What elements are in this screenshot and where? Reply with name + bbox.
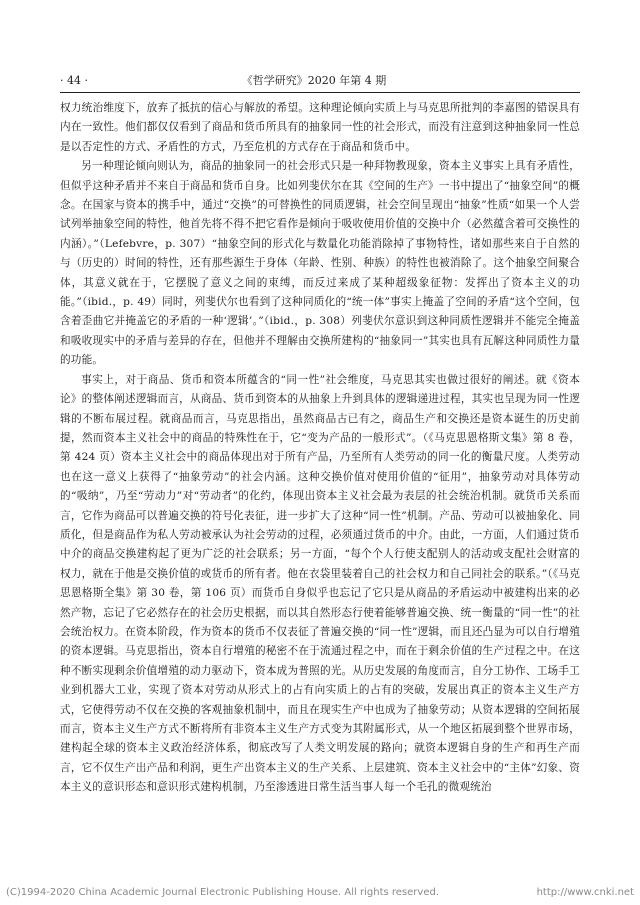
paragraph-continued: 权力统治维度下，放弃了抵抗的信心与解放的希望。这种理论倾向实质上与马克思所批判的李嘉图的错误具有内在一致性。他们都仅仅看到了商品和货币所具有的抽象同一性的社会形式，而没有注意到这种抽象同一性总是以否定性的方式、矛盾性的方式，乃至危机的方式存在于商品和货币中。 xyxy=(60,102,580,153)
paragraph-lefebvre: 另一种理论倾向则认为，商品的抽象同一的社会形式只是一种拜物教现象，资本主义事实上具有矛盾性，但似乎这种矛盾并不来自于商品和货币自身。比如列斐伏尔在其《空间的生产》一书中提出了“抽象空间”的概念。在国家与资本的携手中，通过“交换”的可替换性的同质逻辑，社会空间呈现出“抽象”性质“如果一个人尝试列举抽象空间的特性，他首先将不得不把它看作是倾向于吸收使用价值的交换中介（必然蕴含着可交换性的内涵）。”（Lefebvre，p. 307）“抽象空间的形式化与数量化功能消除掉了事物特性，诸如那些来自于自然的与（历史的）时间的特性，还有那些源生于身体（年龄、性别、种族）的特性也被消除了。这个抽象空间聚合体，其意义就在于，它摆脱了意义之间的束缚，而反过来成了某种超级象征物：发挥出了资本主义的功能。”（ibid.，p. 49）同时，列斐伏尔也看到了这种同质化的“统一体”事实上掩盖了空间的矛盾“这个空间，包含着歪曲它并掩盖它的矛盾的一种‘逻辑’。”（ibid.，p. 308）列斐伏尔意识到这种同质性逻辑并不能完全掩盖和吸收现实中的矛盾与差异的存在，但他并不理解由交换所建构的“抽象同一”其实也具有瓦解这种同质性力量的功能。 xyxy=(60,160,580,367)
paragraph-marx-identity: 事实上，对于商品、货币和资本所蕴含的“同一性”社会维度，马克思其实也做过很好的阐述。就《资本论》的整体阐述逻辑而言，从商品、货币到资本的从抽象上升到具体的逻辑递进过程，其实也呈现为同一性逻辑的不断布展过程。就商品而言，马克思指出，虽然商品古已有之，商品生产和交换还是资本诞生的历史前提，然而资本主义社会中的商品的特殊性在于，它“变为产品的一般形式”。（《马克思恩格斯文集》第 8 卷，第 424 页）资本主义社会中的商品体现出对于所有产品，乃至所有人类劳动的同一化的衡量尺度。人类劳动也在这一意义上获得了“抽象劳动”的社会内涵。这种交换价值对使用价值的“征用”，抽象劳动对具体劳动的“吸纳”，乃至“劳动力”对“劳动者”的化约，体现出资本主义社会最为表层的社会统治机制。就货币关系而言，它作为商品可以普遍交换的符号化表征，进一步扩大了这种“同一性”机制。产品、劳动可以被抽象化、同质化，但是商品作为私人劳动被承认为社会劳动的过程，必须通过货币的中介。由此，一方面，人们通过货币中介的商品交换建构起了更为广泛的社会联系；另一方面，“每个个人行使支配别人的活动或支配社会财富的权力，就在于他是交换价值的或货币的所有者。他在衣袋里装着自己的社会权力和自己同社会的联系。”（《马克思恩格斯全集》第 30 卷，第 106 页）而货币自身似乎也忘记了它只是从商品的矛盾运动中被建构出来的必然产物，忘记了它必然存在的社会历史根据，而以其自然形态行使着能够普遍交换、统一衡量的“同一性”的社会统治权力。在资本阶段，作为资本的货币不仅表征了普遍交换的“同一性”逻辑，而且还凸显为可以自行增殖的资本逻辑。马克思指出，资本自行增殖的秘密不在于流通过程之中，而在于剩余价值的生产过程之中。在这种不断实现剩余价值增殖的动力驱动下，资本成为普照的光。从历史发展的角度而言，自分工协作、工场手工业到机器大工业，实现了资本对劳动从形式上的占有向实质上的占有的突破，发展出真正的资本主义生产方式，它使得劳动不仅在交换的客观抽象机制中，而且在现实生产中也成为了抽象劳动；从资本逻辑的空间拓展而言，资本主义生产方式不断将所有非资本主义生产方式变为其附属形式，从一个地区拓展到整个世界市场，建构起全球的资本主义政治经济体系，彻底改写了人类文明发展的路向；就资本逻辑自身的生产和再生产而言，它不仅生产出产品和利润，更生产出资本主义的生产关系、上层建筑、资本主义社会中的“主体”幻象、资本主义的意识形态和意识形式建构机制，乃至渗透进日常生活当事人每一个毛孔的微观统治 xyxy=(60,373,580,794)
copyright-notice: (C)1994-2020 China Academic Journal Electronic Publishing House. All rights reserved. xyxy=(6,886,439,898)
running-header xyxy=(60,70,580,90)
header-rule xyxy=(60,92,580,93)
journal-title: 《哲学研究》2020 年第 4 期 xyxy=(241,74,387,87)
article-body xyxy=(60,99,580,841)
page-number: · 44 · xyxy=(60,73,88,87)
publisher-url: http://www.cnki.net xyxy=(536,886,634,898)
page-footer xyxy=(6,885,634,899)
